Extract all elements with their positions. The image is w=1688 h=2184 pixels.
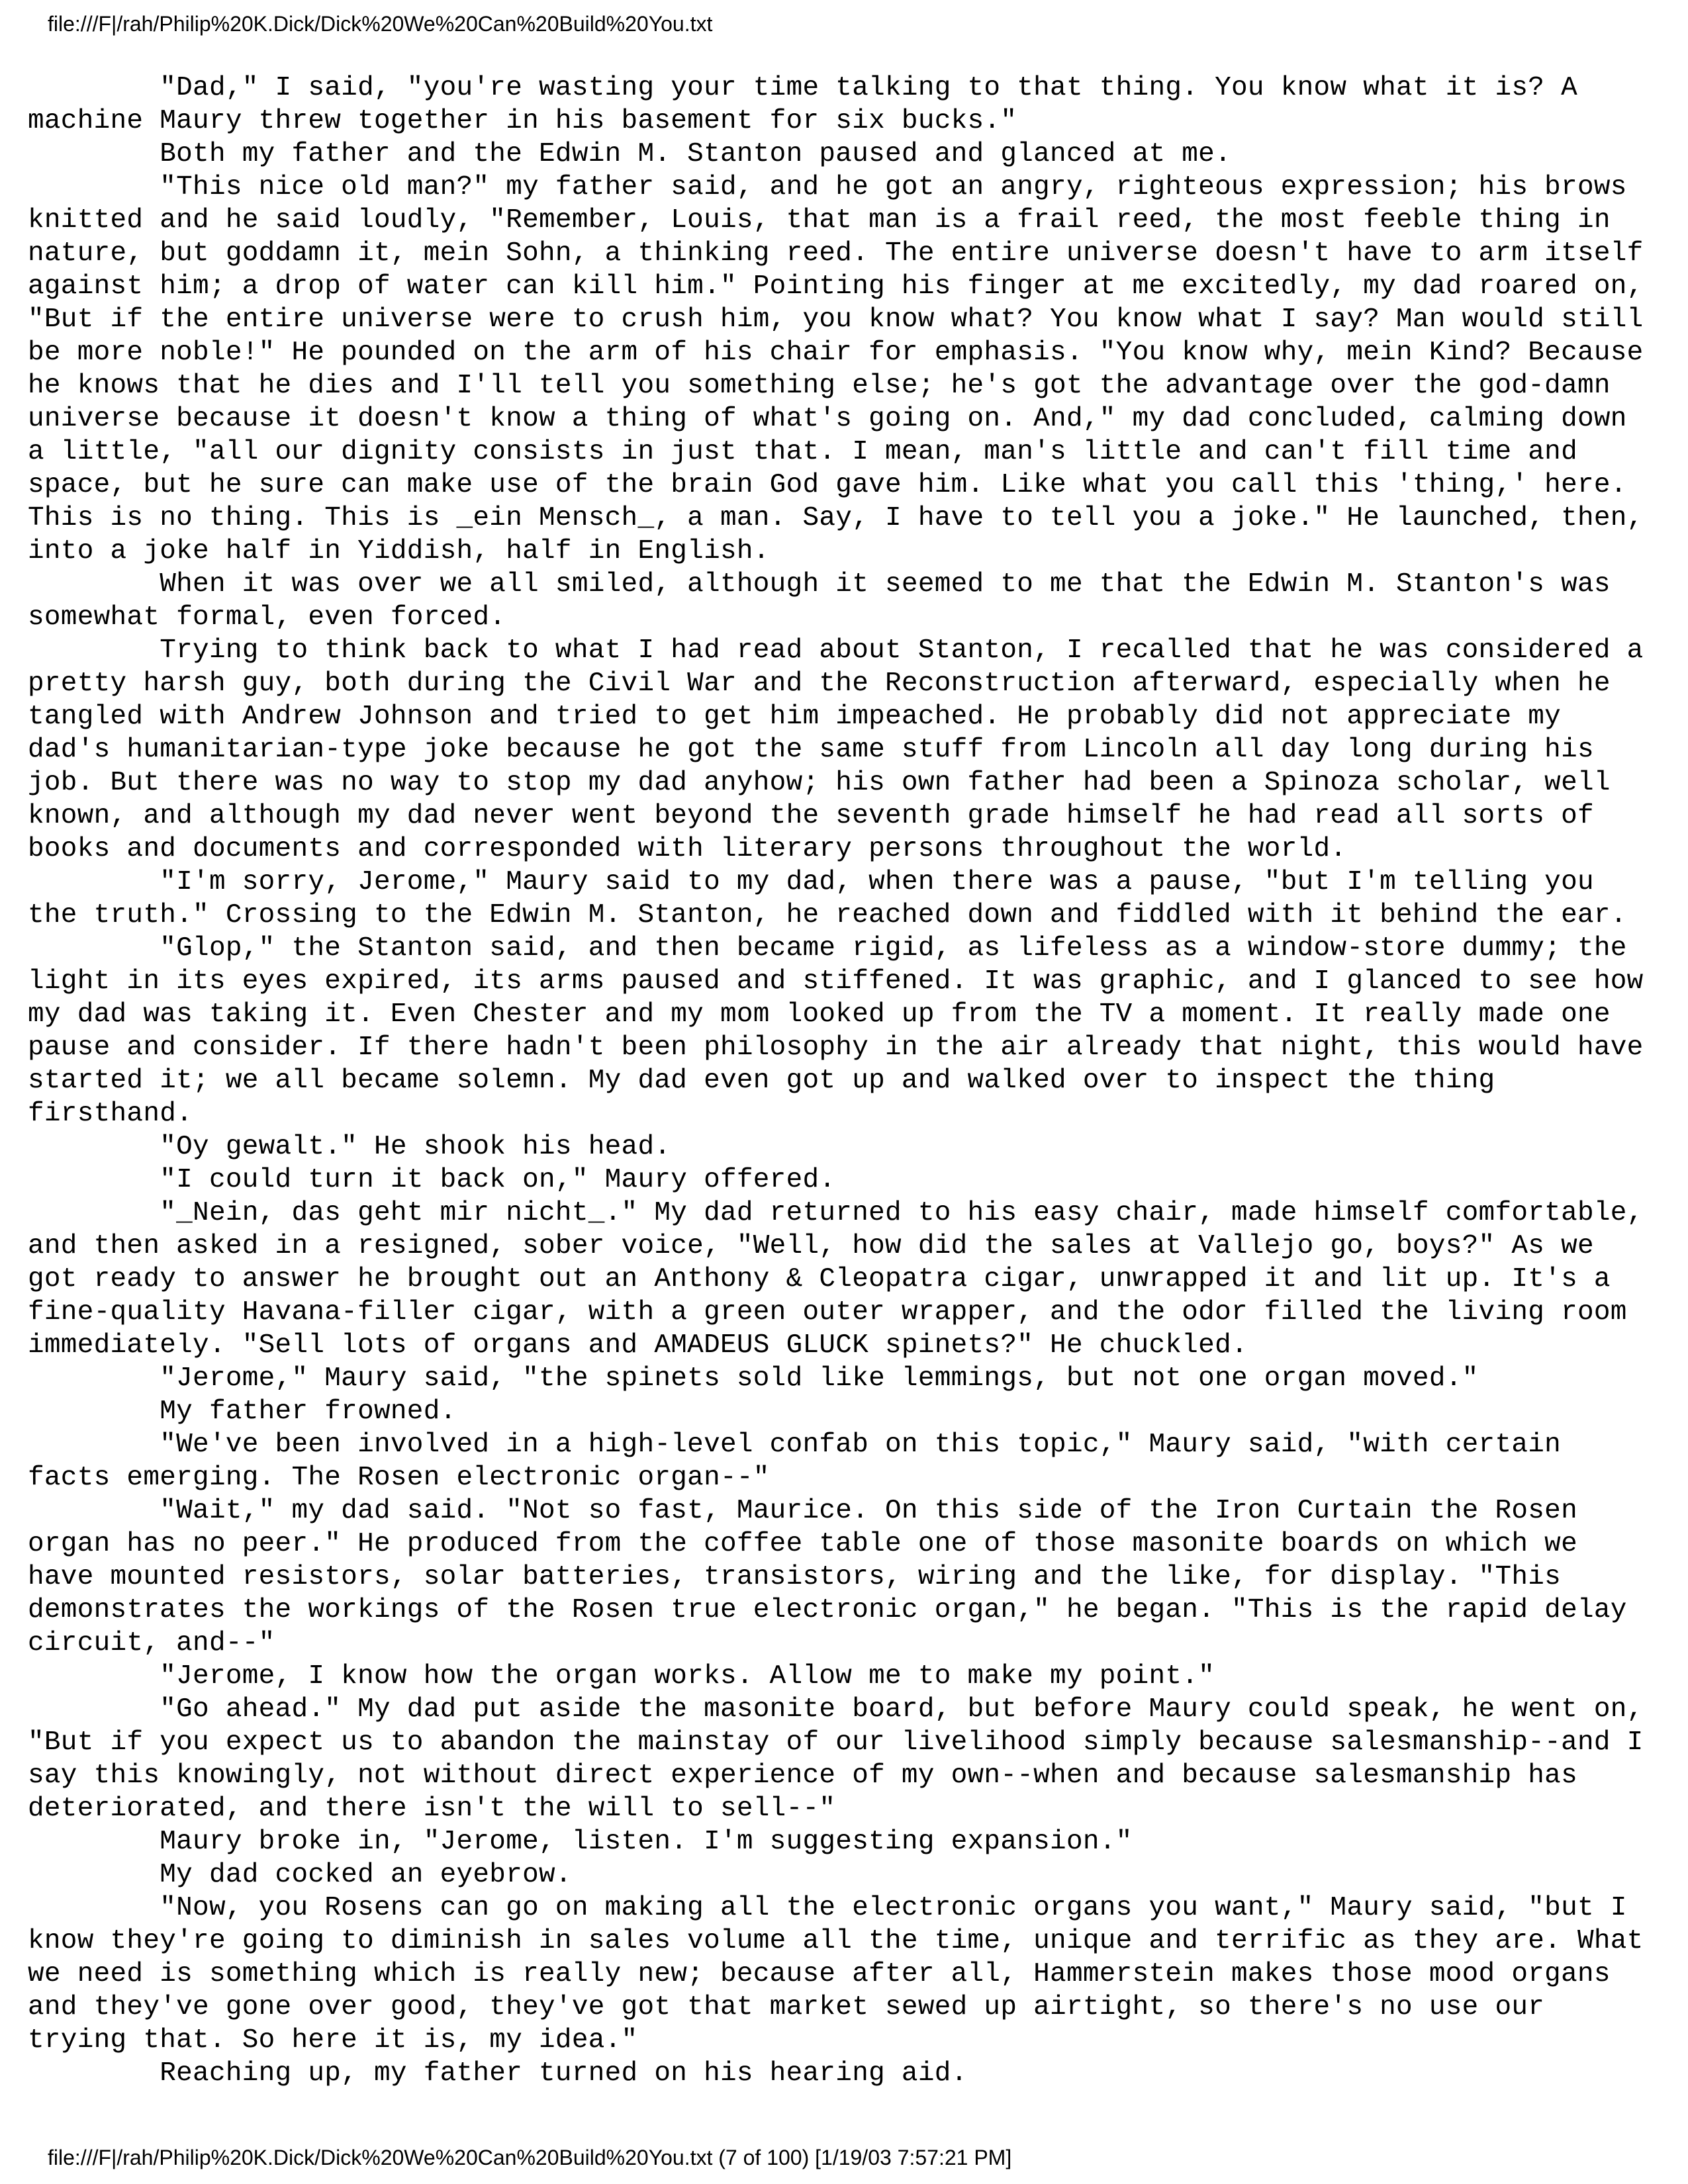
text-line: immediately. "Sell lots of organs and AMADEUS GLUCK spinets?" He chuckled.	[28, 1330, 1248, 1361]
text-line: "But if you expect us to abandon the mainstay of our livelihood simply because salesmanship--and I	[28, 1727, 1644, 1758]
text-line: "We've been involved in a high-level confab on this topic," Maury said, "with certain	[28, 1430, 1562, 1460]
text-line: against him; a drop of water can kill him." Pointing his finger at me excitedly, my dad roared on,	[28, 271, 1644, 302]
text-line: he knows that he dies and I'll tell you something else; he's got the advantage over the god-damn	[28, 371, 1611, 401]
text-line: fine-quality Havana-filler cigar, with a green outer wrapper, and the odor filled the living room	[28, 1297, 1627, 1328]
page-header-file-path: file:///F|/rah/Philip%20K.Dick/Dick%20We%20Can%20Build%20You.txt	[48, 12, 713, 36]
text-line: "Dad," I said, "you're wasting your time talking to that thing. You know what it is? A	[28, 73, 1577, 103]
text-line: "This nice old man?" my father said, and he got an angry, righteous expression; his brows	[28, 172, 1627, 203]
text-line: pause and consider. If there hadn't been philosophy in the air already that night, this would have	[28, 1032, 1644, 1063]
text-line: dad's humanitarian-type joke because he got the same stuff from Lincoln all day long during his	[28, 735, 1594, 765]
text-line: be more noble!" He pounded on the arm of his chair for emphasis. "You know why, mein Kind? Because	[28, 338, 1644, 368]
text-line: books and documents and corresponded with literary persons throughout the world.	[28, 834, 1347, 864]
text-line: pretty harsh guy, both during the Civil War and the Reconstruction afterward, especially when he	[28, 668, 1611, 699]
text-line: tangled with Andrew Johnson and tried to get him impeached. He probably did not appreciate my	[28, 702, 1562, 732]
text-line: universe because it doesn't know a thing of what's going on. And," my dad concluded, calming down	[28, 404, 1627, 434]
text-line: into a joke half in Yiddish, half in English.	[28, 536, 770, 567]
text-line: My dad cocked an eyebrow.	[28, 1860, 572, 1890]
text-line: organ has no peer." He produced from the coffee table one of those masonite boards on which we	[28, 1529, 1577, 1559]
text-line: the truth." Crossing to the Edwin M. Stanton, he reached down and fiddled with it behind the ear.	[28, 900, 1627, 931]
text-line: circuit, and--"	[28, 1628, 275, 1659]
text-line: demonstrates the workings of the Rosen true electronic organ," he began. "This is the rapid delay	[28, 1595, 1627, 1625]
text-line: Reaching up, my father turned on his hearing aid.	[28, 2058, 968, 2089]
text-line: "Wait," my dad said. "Not so fast, Maurice. On this side of the Iron Curtain the Rosen	[28, 1496, 1577, 1526]
document-text	[28, 71, 1669, 2090]
text-line: Both my father and the Edwin M. Stanton paused and glanced at me.	[28, 139, 1231, 169]
text-line: started it; we all became solemn. My dad even got up and walked over to inspect the thing	[28, 1066, 1495, 1096]
text-line: say this knowingly, not without direct experience of my own--when and because salesmanship has	[28, 1760, 1577, 1791]
text-line: "But if the entire universe were to crush him, you know what? You know what I say? Man would still	[28, 304, 1644, 335]
text-line: have mounted resistors, solar batteries, transistors, wiring and the like, for display. "This	[28, 1562, 1562, 1592]
text-line: facts emerging. The Rosen electronic organ--"	[28, 1463, 770, 1493]
text-line: we need is something which is really new; because after all, Hammerstein makes those mood organs	[28, 1959, 1611, 1989]
text-line: "Jerome, I know how the organ works. Allow me to make my point."	[28, 1661, 1215, 1692]
text-line: "Jerome," Maury said, "the spinets sold like lemmings, but not one organ moved."	[28, 1363, 1479, 1394]
text-line: "Oy gewalt." He shook his head.	[28, 1132, 671, 1162]
text-line: and then asked in a resigned, sober voice, "Well, how did the sales at Vallejo go, boys?" As we	[28, 1231, 1594, 1261]
text-line: know they're going to diminish in sales volume all the time, unique and terrific as they are. What	[28, 1926, 1644, 1956]
text-line: "I'm sorry, Jerome," Maury said to my dad, when there was a pause, "but I'm telling you	[28, 867, 1594, 897]
text-line: Maury broke in, "Jerome, listen. I'm suggesting expansion."	[28, 1827, 1133, 1857]
text-line: "_Nein, das geht mir nicht_." My dad returned to his easy chair, made himself comfortable,	[28, 1198, 1644, 1228]
text-line: known, and although my dad never went beyond the seventh grade himself he had read all sorts of	[28, 801, 1594, 831]
text-line: and they've gone over good, they've got that market sewed up airtight, so there's no use our	[28, 1992, 1545, 2023]
page-footer-file-info: file:///F|/rah/Philip%20K.Dick/Dick%20We%20Can%20Build%20You.txt (7 of 100) [1/19/03 7:57:21 PM]	[48, 2146, 1012, 2169]
text-line: Trying to think back to what I had read about Stanton, I recalled that he was considered a	[28, 635, 1644, 666]
text-line: nature, but goddamn it, mein Sohn, a thinking reed. The entire universe doesn't have to arm itself	[28, 238, 1644, 269]
text-line: "Now, you Rosens can go on making all the electronic organs you want," Maury said, "but I	[28, 1893, 1627, 1923]
text-line: When it was over we all smiled, although it seemed to me that the Edwin M. Stanton's was	[28, 569, 1611, 600]
text-line: space, but he sure can make use of the brain God gave him. Like what you call this 'thing,' here.	[28, 470, 1627, 500]
text-line: "I could turn it back on," Maury offered.	[28, 1165, 836, 1195]
text-line: My father frowned.	[28, 1396, 457, 1427]
text-line: This is no thing. This is _ein Mensch_, a man. Say, I have to tell you a joke." He launched, then,	[28, 503, 1644, 533]
text-line: knitted and he said loudly, "Remember, Louis, that man is a frail reed, the most feeble thing in	[28, 205, 1611, 236]
text-line: somewhat formal, even forced.	[28, 602, 506, 633]
text-line: a little, "all our dignity consists in just that. I mean, man's little and can't fill time and	[28, 437, 1577, 467]
text-line: "Go ahead." My dad put aside the masonite board, but before Maury could speak, he went on,	[28, 1694, 1644, 1725]
text-line: job. But there was no way to stop my dad anyhow; his own father had been a Spinoza scholar, well	[28, 768, 1611, 798]
text-line: trying that. So here it is, my idea."	[28, 2025, 638, 2056]
text-line: light in its eyes expired, its arms paused and stiffened. It was graphic, and I glanced to see how	[28, 966, 1644, 997]
text-line: "Glop," the Stanton said, and then became rigid, as lifeless as a window-store dummy; the	[28, 933, 1627, 964]
text-line: firsthand.	[28, 1099, 193, 1129]
text-line: machine Maury threw together in his basement for six bucks."	[28, 106, 1017, 136]
text-line: got ready to answer he brought out an Anthony & Cleopatra cigar, unwrapped it and lit up. It's a	[28, 1264, 1611, 1295]
text-line: deteriorated, and there isn't the will to sell--"	[28, 1794, 836, 1824]
text-line: my dad was taking it. Even Chester and my mom looked up from the TV a moment. It really made one	[28, 999, 1611, 1030]
